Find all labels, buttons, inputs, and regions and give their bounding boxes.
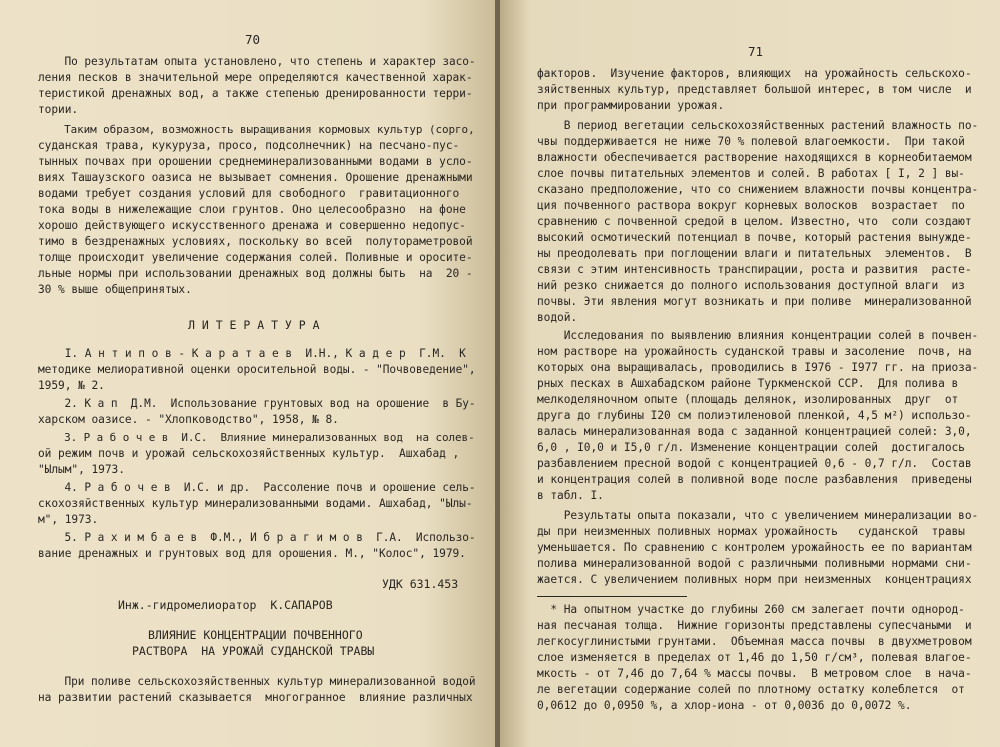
text-line: В период вегетации сельскохозяйственных растений влажность по- — [537, 119, 979, 132]
references-title: Л И Т Е Р А Т У Р А — [188, 318, 320, 332]
text-line: почвы. Эти явления могут возникать и при поливе минерализованной — [537, 295, 972, 308]
text-line: ления песков в значительной мере определяются качественной харак- — [38, 71, 473, 84]
text-line: ция почвенного раствора вокруг корневых волосков возрастает по — [537, 199, 965, 212]
footnote-line: слое изменяется в пределах от 1,46 до 1,50 г/см³, полевая влагое- — [537, 651, 972, 664]
text-line: в табл. I. — [537, 489, 604, 502]
text-line: толще происходит увеличение содержания солей. Поливные и оросите- — [38, 251, 473, 264]
reference-line: "Ылым", 1973. — [38, 463, 125, 476]
udk-code: УДК 631.453 — [382, 577, 459, 591]
footnote-line: ле вегетации содержание солей по плотному остатку колеблется от — [537, 683, 965, 696]
reference-line: харском оазисе. - "Хлопководство", 1958, № 8. — [38, 413, 339, 426]
text-line: высокий осмотический потенциал в почве, который растения вынужде- — [537, 231, 972, 244]
footnote-line: ная песчаная толща. Нижние горизонты представлены супесчаными и — [537, 619, 972, 632]
text-line: тории. — [38, 103, 79, 116]
text-line: водами требует создания условий для свободного гравитационного — [38, 187, 460, 200]
text-line: виях Ташаузского оазиса не вызывает сомнения. Орошение дренажными — [38, 171, 473, 184]
text-line: Исследования по выявлению влияния концентрации солей в почвен- — [537, 329, 979, 342]
text-line: тимо в бездренажных условиях, поскольку во всей полутораметровой — [38, 235, 473, 248]
text-line: мелкоделяночном опыте (площадь делянок, изолированных друг от — [537, 393, 959, 406]
reference-line: I. А н т и п о в - К а р а т а е в И.Н., К а д е р Г.М. К — [38, 347, 466, 360]
reference-line: ой режим почв и урожай сельскохозяйственных культур. Ашхабад , — [38, 447, 460, 460]
text-line: на развитии растений сказывается многогранное влияние различных — [38, 691, 473, 704]
text-line: друга до глубины I20 см полиэтиленовой пленкой, 4,5 м²) использо- — [537, 409, 972, 422]
footnote-line: мкость - от 7,46 до 7,64 % массы почвы. В метровом слое в нача- — [537, 667, 972, 680]
text-line: при программировании урожая. — [537, 99, 725, 112]
left-page-number: 70 — [245, 32, 261, 47]
reference-line: 2. К а п Д.М. Использование грунтовых вод на орошение в Бу- — [38, 397, 476, 410]
text-line: жается. С увеличением поливных норм при неизменных концентрациях — [537, 573, 972, 586]
right-page — [500, 0, 1000, 747]
text-line: Результаты опыта показали, что с увеличением минерализации во- — [537, 509, 979, 522]
text-line: 6,0 , I0,0 и I5,0 г/л. Изменение концентрации солей достигалось — [537, 441, 965, 454]
text-line: тынных почвах при орошении среднеминерализованными водами в усло- — [38, 155, 473, 168]
right-page-number: 71 — [748, 44, 764, 59]
text-line: разбавлением пресной водой с концентрацией 0,6 - 0,7 г/л. Состав — [537, 457, 972, 470]
text-line: чвы поддерживается не ниже 70 % полевой влагоемкости. При такой — [537, 135, 965, 148]
text-line: По результатам опыта установлено, что степень и характер засо- — [38, 55, 476, 68]
reference-line: 3. Р а б о ч е в И.С. Влияние минерализованных вод на солев- — [38, 431, 475, 444]
text-line: которых она выращивалась, проводились в I976 - I977 гг. на приоза- — [537, 361, 979, 374]
reference-line: 4. Р а б о ч е в И.С. и др. Рассоление почв и орошение сель- — [38, 481, 476, 494]
footnote-divider — [537, 596, 687, 597]
text-line: полива минерализованной водой с различными поливными нормами сни- — [537, 557, 972, 570]
reference-line: 5. Р а х и м б а е в Ф.М., И б р а г и м о в Г.А. Использо- — [38, 531, 476, 544]
text-line: сравнению с почвенной средой в целом. Известно, что соли создают — [537, 215, 972, 228]
text-line: факторов. Изучение факторов, влияющих на урожайность сельскохо- — [537, 67, 972, 80]
text-line: сказано предположение, что со снижением влажности почвы концентра- — [537, 183, 979, 196]
text-line: связи с этим интенсивность транспирации, роста и развития расте- — [537, 263, 972, 276]
article-title-line-1: ВЛИЯНИЕ КОНЦЕНТРАЦИИ ПОЧВЕННОГО — [148, 628, 363, 642]
text-line: 30 % выше общепринятых. — [38, 283, 192, 296]
text-line: водой. — [537, 311, 578, 324]
author-line: Инж.-гидромелиоратор К.САПАРОВ — [118, 598, 333, 612]
text-line: льные нормы при использовании дренажных вод должны быть на 20 - — [38, 267, 473, 280]
text-line: тока воды в нижележащие слои грунтов. Оно целесообразно на фоне — [38, 203, 466, 216]
text-line: и концентрация солей в поливной воде после разбавления приведены — [537, 473, 972, 486]
reference-line: м", 1973. — [38, 513, 99, 526]
text-line: слое почвы питательных элементов и солей. В работах [ I, 2 ] вы- — [537, 167, 965, 180]
text-line: валась минерализованная вода с заданной концентрацией солей: 3,0, — [537, 425, 972, 438]
article-title-line-2: РАСТВОРА НА УРОЖАЙ СУДАНСКОЙ ТРАВЫ — [132, 644, 375, 658]
footnote-line: легкосуглинистыми грунтами. Объемная масса почвы в двухметровом — [537, 635, 972, 648]
left-page — [0, 0, 497, 747]
text-line: зяйственных культур, представляет большой интерес, в том числе и — [537, 83, 972, 96]
text-line: При поливе сельскохозяйственных культур минерализованной водой — [38, 675, 476, 688]
reference-line: 1959, № 2. — [38, 379, 105, 392]
text-line: ны преодолевать при поглощении влаги и питательных элементов. В — [537, 247, 972, 260]
text-line: уменьшается. По сравнению с контролем урожайность ее по вариантам — [537, 541, 972, 554]
reference-line: методике мелиоративной оценки оросительной воды. - "Почвоведение", — [38, 363, 476, 376]
footnote-line: * На опытном участке до глубины 260 см залегает почти однород- — [537, 603, 965, 616]
reference-line: вание дренажных и грунтовых вод для орошения. М., "Колос", 1979. — [38, 547, 466, 560]
text-line: хорошо действующего искусственного дренажа и совершенно недопус- — [38, 219, 466, 232]
text-line: теристикой дренажных вод, а также степенью дренированности терри- — [38, 87, 473, 100]
text-line: ды при неизменных поливных нормах урожайность суданской травы — [537, 525, 965, 538]
text-line: влажности обеспечивается растворение находящихся в корнеобитаемом — [537, 151, 972, 164]
footnote-line: 0,0612 до 0,0950 %, а хлор-иона - от 0,0036 до 0,0072 %. — [537, 699, 912, 712]
text-line: ний резко снижается до полного использования доступной влаги из — [537, 279, 965, 292]
text-line: рных песках в Ашхабадском районе Туркменской ССР. Для полива в — [537, 377, 959, 390]
text-line: Таким образом, возможность выращивания кормовых культур (сорго, — [38, 123, 475, 136]
text-line: суданская трава, кукуруза, просо, подсолнечник) на песчано-пус- — [38, 139, 460, 152]
text-line: ном растворе на урожайность суданской травы и засоление почв, на — [537, 345, 972, 358]
reference-line: скохозяйственных культур минерализованными водами. Ашхабад, "Ылы- — [38, 497, 473, 510]
